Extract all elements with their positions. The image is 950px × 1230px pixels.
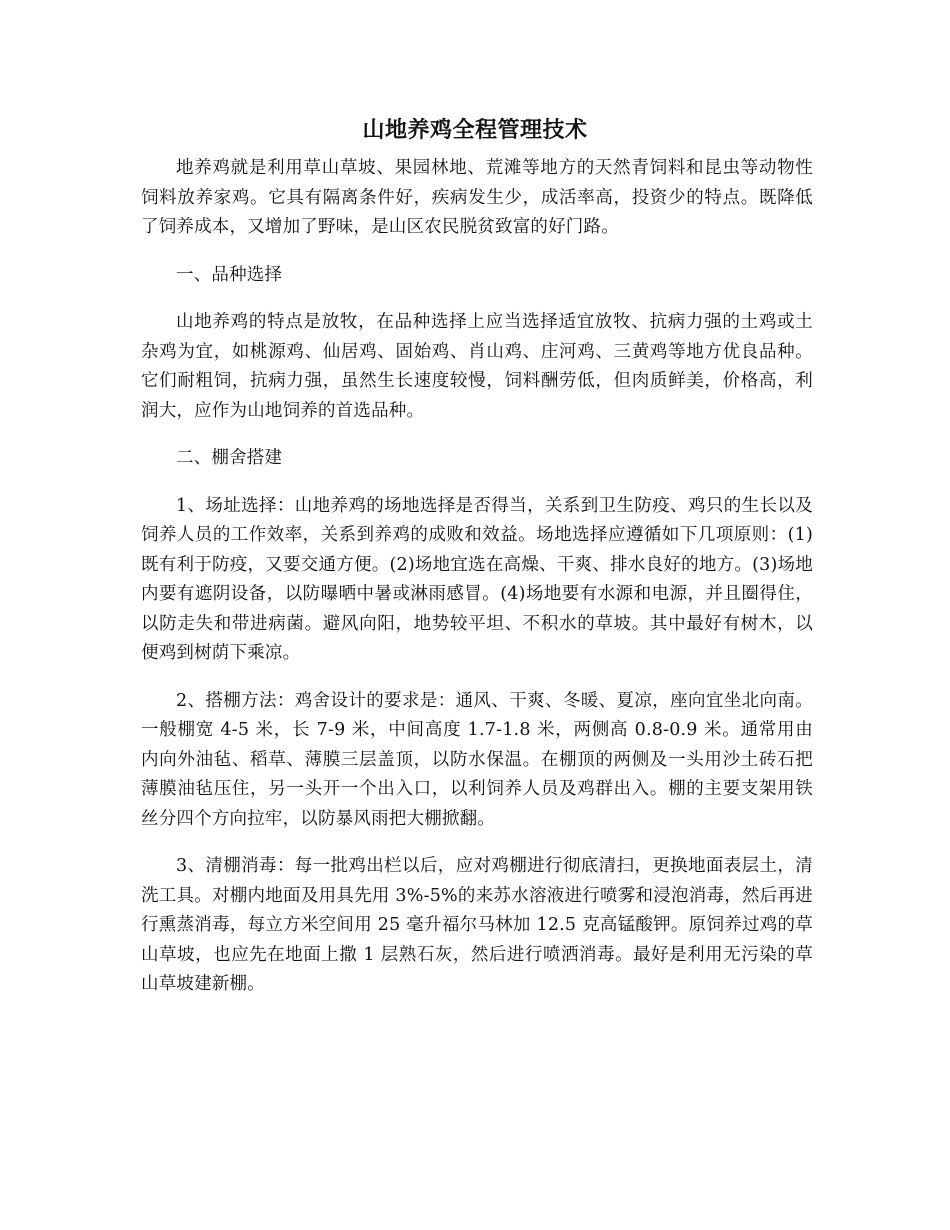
document-title: 山地养鸡全程管理技术 [362, 117, 588, 143]
shed-building-paragraph: 2、搭棚方法：鸡舍设计的要求是：通风、干爽、冬暖、夏凉，座向宜坐北向南。一般棚宽 4-5 米，长 7-9 米，中间高度 1.7-1.8 米，两侧高 0.8-0.9 米。通常用由内向外油毡、稻草、薄膜三层盖顶，以防水保温。在棚顶的两侧及一头用沙土砖石把薄膜油毡压住，另一头开一个出入口，以利饲养人员及鸡群出入。棚的主要支架用铁丝分四个方向拉牢，以防暴风雨把大棚掀翻。 [141, 690, 813, 829]
site-selection-paragraph: 1、场址选择：山地养鸡的场地选择是否得当，关系到卫生防疫、鸡只的生长以及饲养人员的工作效率，关系到养鸡的成败和效益。场地选择应遵循如下几项原则：(1)既有利于防疫，又要交通方便。(2)场地宜选在高燥、干爽、排水良好的地方。(3)场地内要有遮阴设备，以防曝晒中暑或淋雨感冒。(4)场地要有水源和电源，并且圈得住，以防走失和带进病菌。避风向阳，地势较平坦、不积水的草坡。其中最好有树木，以便鸡到树荫下乘凉。 [141, 495, 813, 663]
section-heading-breed-selection: 一、品种选择 [176, 264, 283, 285]
document-body [141, 154, 813, 1018]
shed-disinfection-paragraph: 3、清棚消毒：每一批鸡出栏以后，应对鸡棚进行彻底清扫，更换地面表层土，清洗工具。对棚内地面及用具先用 3%-5%的来苏水溶液进行喷雾和浸泡消毒，然后再进行熏蒸消毒，每立方米空间用 25 毫升福尔马林加 12.5 克高锰酸钾。原饲养过鸡的草山草坡，也应先在地面上撒 1 层熟石灰，然后进行喷洒消毒。最好是利用无污染的草山草坡建新棚。 [141, 856, 813, 994]
intro-paragraph: 地养鸡就是利用草山草坡、果园林地、荒滩等地方的天然青饲料和昆虫等动物性饲料放养家鸡。它具有隔离条件好，疾病发生少，成活率高，投资少的特点。既降低了饲养成本，又增加了野味，是山区农民脱贫致富的好门路。 [141, 158, 813, 237]
section-heading-shed-construction: 二、棚舍搭建 [176, 448, 283, 468]
breed-selection-paragraph: 山地养鸡的特点是放牧，在品种选择上应当选择适宜放牧、抗病力强的土鸡或土杂鸡为宜，如桃源鸡、仙居鸡、固始鸡、肖山鸡、庄河鸡、三黄鸡等地方优良品种。它们耐粗饲，抗病力强，虽然生长速度较慢，饲料酬劳低，但肉质鲜美，价格高，利润大，应作为山地饲养的首选品种。 [141, 312, 813, 421]
